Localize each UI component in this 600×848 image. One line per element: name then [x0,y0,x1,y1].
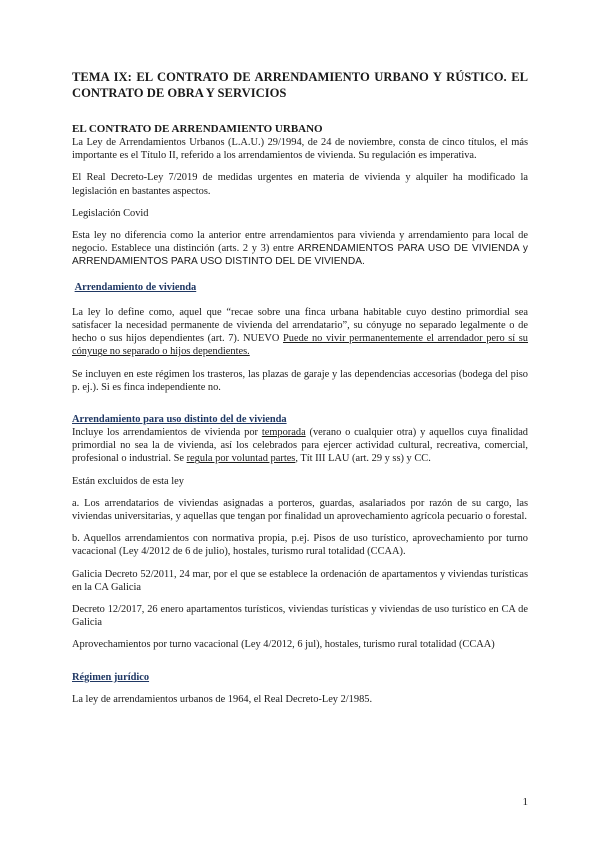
paragraph-galicia-2011: Galicia Decreto 52/2011, 24 mar, por el que se establece la ordenación de apartamentos y viviendas turísticas en la CA Galicia [72,568,528,593]
subheading-regimen: Régimen jurídico [72,671,150,683]
uso-distinto-text-3: , Tít III LAU (art. 29 y ss) y CC. [295,453,431,465]
paragraph-galicia-2017: Decreto 12/2017, 26 enero apartamentos turísticos, viviendas turísticas y viviendas de uso turístico en CA de Galicia [72,604,528,629]
document-title: TEMA IX: EL CONTRATO DE ARRENDAMIENTO URBANO Y RÚSTICO. EL CONTRATO DE OBRA Y SERVICIOS [72,70,528,100]
paragraph-excluded-a: a. Los arrendatarios de viviendas asignadas a porteros, guardas, asalariados por razón de su cargo, las viviendas universitarias, y aquellas que tengan por finalidad un aprovechamiento agrícola pecuario o forestal. [72,497,528,523]
paragraph-turno-vacacional: Aprovechamientos por turno vacacional (Ley 4/2012, 6 jul), hostales, turismo rural totalidad (CCAA) [72,639,495,651]
uso-distinto-text-2: (verano o cualquier otra) y aquellos cuya finalidad primordial no sea la de vivienda, así los celebrados para ejercer actividad cultural, recreativa, comercial, profesional o industrial. Se [72,427,528,465]
subheading-vivienda-wrap [72,281,528,294]
paragraph-excluded-b: b. Aquellos arrendamientos con normativa propia, p.ej. Pisos de uso turístico, aprovechamiento por turno vacacional (Ley 4/2012 de 6 de julio), hostales, turismo rural totalidad (CCAA). [72,533,528,558]
subheading-vivienda: Arrendamiento de vivienda [74,281,197,293]
paragraph-rdl-2019: El Real Decreto-Ley 7/2019 de medidas urgentes en materia de vivienda y alquiler ha modificado la legislación en bastantes aspectos. [72,172,528,197]
uso-distinto-temporada: temporada [261,427,306,439]
definition-new: Puede no vivir permanentemente el arrendador pero sí su cónyuge no separado o hijos dependientes. [72,333,529,358]
paragraph-excluded: Están excluidos de esta ley [72,475,184,487]
paragraph-definition [72,306,528,359]
uso-distinto-voluntad: regula por voluntad partes [186,453,296,465]
definition-text: La ley lo define como, aquel que “recae sobre una finca urbana habitable cuyo destino primordial sea satisfacer la necesidad permanente de vivienda del arrendatario”, su cónyuge no separado legalmente o de hecho o sus hijos dependientes (art. 7). NUEVO [72,306,528,345]
page-content [72,70,528,706]
page-number: 1 [522,796,528,808]
distinction-text: Esta ley no diferencia como la anterior entre arrendamientos para vivienda y arrendamiento para local de negocio. Establece una distinción (arts. 2 y 3) entre [72,230,528,255]
paragraph-covid: Legislación Covid [72,207,149,219]
uso-distinto-text-1: Incluye los arrendamientos de vivienda por [72,427,262,439]
paragraph-uso-distinto [72,426,528,466]
subheading-uso-distinto: Arrendamiento para uso distinto del de vivienda [72,414,287,426]
distinction-types: ARRENDAMIENTOS PARA USO DE VIVIENDA y ARRENDAMIENTOS PARA USO DISTINTO DEL DE VIVIENDA. [72,243,528,268]
paragraph-distinction [72,229,528,269]
paragraph-included: Se incluyen en este régimen los trasteros, las plazas de garaje y las dependencias accesorias (bodega del piso p. ej.). Si es finca independiente no. [72,368,528,393]
section-title: EL CONTRATO DE ARRENDAMIENTO URBANO [72,123,323,135]
paragraph-regimen: La ley de arrendamientos urbanos de 1964, el Real Decreto-Ley 2/1985. [72,693,373,705]
paragraph-lau-intro: La Ley de Arrendamientos Urbanos (L.A.U.) 29/1994, de 24 de noviembre, consta de cinco títulos, el más importante es el Título II, referido a los arrendamientos de vivienda. Su regulación es imperativa. [72,137,528,162]
